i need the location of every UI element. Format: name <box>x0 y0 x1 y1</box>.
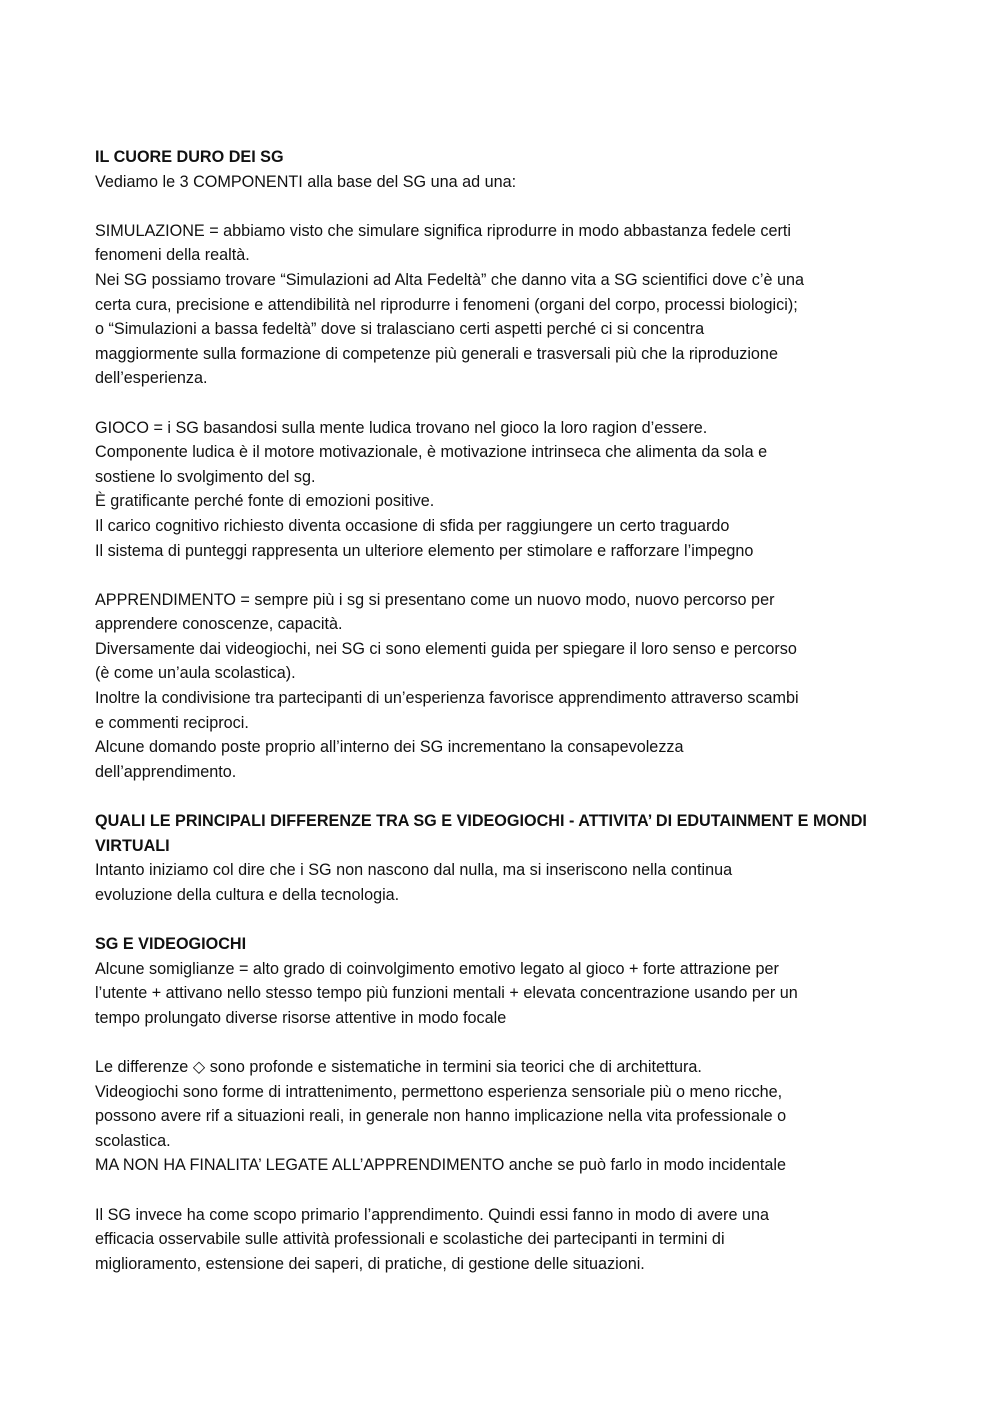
paragraph-block <box>95 1055 915 1178</box>
text-line: tempo prolungato diverse risorse attentive in modo focale <box>95 1008 507 1027</box>
text-line: sostiene lo svolgimento del sg. <box>95 467 316 486</box>
text-line: o “Simulazioni a bassa fedeltà” dove si tralasciano certi aspetti perché ci si concentra <box>95 320 705 339</box>
text-line: evoluzione della cultura e della tecnologia. <box>95 885 400 904</box>
text-line: apprendere conoscenze, capacità. <box>95 615 343 634</box>
text-line: SIMULAZIONE = abbiamo visto che simulare significa riprodurre in modo abbastanza fedele certi <box>95 221 791 240</box>
paragraph-block <box>95 416 915 564</box>
text-line: Le differenze ◇ sono profonde e sistematiche in termini sia teorici che di architettura. <box>95 1057 702 1076</box>
text-line: È gratificante perché fonte di emozioni positive. <box>95 492 435 511</box>
text-line: Intanto iniziamo col dire che i SG non nascono dal nulla, ma si inseriscono nella continua <box>95 861 733 880</box>
text-line: (è come un’aula scolastica). <box>95 664 296 683</box>
text-line: Diversamente dai videogiochi, nei SG ci sono elementi guida per spiegare il loro senso e percorso <box>95 639 797 658</box>
heading-line: VIRTUALI <box>95 836 170 855</box>
text-line: dell’apprendimento. <box>95 762 237 781</box>
heading-line: QUALI LE PRINCIPALI DIFFERENZE TRA SG E VIDEOGIOCHI - ATTIVITA’ DI EDUTAINMENT E MONDI <box>95 812 867 831</box>
text-line: GIOCO = i SG basandosi sulla mente ludica trovano nel gioco la loro ragion d’essere. <box>95 418 708 437</box>
text-line: Componente ludica è il motore motivazionale, è motivazione intrinseca che alimenta da sola e <box>95 443 768 462</box>
text-line: scolastica. <box>95 1131 171 1150</box>
text-line: Alcune domando poste proprio all’interno dei SG incrementano la consapevolezza <box>95 738 684 757</box>
text-line: dell’esperienza. <box>95 369 208 388</box>
text-line: l’utente + attivano nello stesso tempo più funzioni mentali + elevata concentrazione usando per un <box>95 984 798 1003</box>
text-line: certa cura, precisione e attendibilità nel riprodurre i fenomeni (organi del corpo, processi biologici); <box>95 295 798 314</box>
paragraph-block <box>95 809 915 907</box>
text-line: APPRENDIMENTO = sempre più i sg si presentano come un nuovo modo, nuovo percorso per <box>95 590 775 609</box>
text-line: Il carico cognitivo richiesto diventa occasione di sfida per raggiungere un certo traguardo <box>95 516 730 535</box>
heading-line: SG E VIDEOGIOCHI <box>95 935 247 953</box>
paragraph-block <box>95 145 915 194</box>
text-line: miglioramento, estensione dei saperi, di pratiche, di gestione delle situazioni. <box>95 1254 645 1273</box>
text-line: MA NON HA FINALITA’ LEGATE ALL’APPRENDIMENTO anche se può farlo in modo incidentale <box>95 1156 786 1175</box>
paragraph-block <box>95 588 915 785</box>
text-line: Alcune somiglianze = alto grado di coinvolgimento emotivo legato al gioco + forte attrazione per <box>95 959 779 978</box>
text-line: maggiormente sulla formazione di competenze più generali e trasversali più che la riproduzione <box>95 344 778 363</box>
text-line: Videogiochi sono forme di intrattenimento, permettono esperienza sensoriale più o meno ricche, <box>95 1082 783 1101</box>
paragraph-block <box>95 932 915 1030</box>
text-line: Il SG invece ha come scopo primario l’apprendimento. Quindi essi fanno in modo di avere una <box>95 1205 769 1224</box>
text-line: efficacia osservabile sulle attività professionali e scolastiche dei partecipanti in termini di <box>95 1230 725 1249</box>
text-line: Inoltre la condivisione tra partecipanti di un’esperienza favorisce apprendimento attraverso scambi <box>95 689 799 708</box>
document-page <box>95 145 915 1301</box>
text-line: fenomeni della realtà. <box>95 246 250 265</box>
paragraph-block <box>95 1203 915 1277</box>
text-line: Il sistema di punteggi rappresenta un ulteriore elemento per stimolare e rafforzare l’impegno <box>95 541 754 560</box>
text-line: Vediamo le 3 COMPONENTI alla base del SG una ad una: <box>95 172 517 191</box>
text-line: possono avere rif a situazioni reali, in generale non hanno implicazione nella vita professionale o <box>95 1107 787 1126</box>
text-line: Nei SG possiamo trovare “Simulazioni ad Alta Fedeltà” che danno vita a SG scientifici dove c’è una <box>95 270 805 289</box>
paragraph-block <box>95 219 915 391</box>
text-line: e commenti reciproci. <box>95 713 249 732</box>
heading-line: IL CUORE DURO DEI SG <box>95 148 284 166</box>
